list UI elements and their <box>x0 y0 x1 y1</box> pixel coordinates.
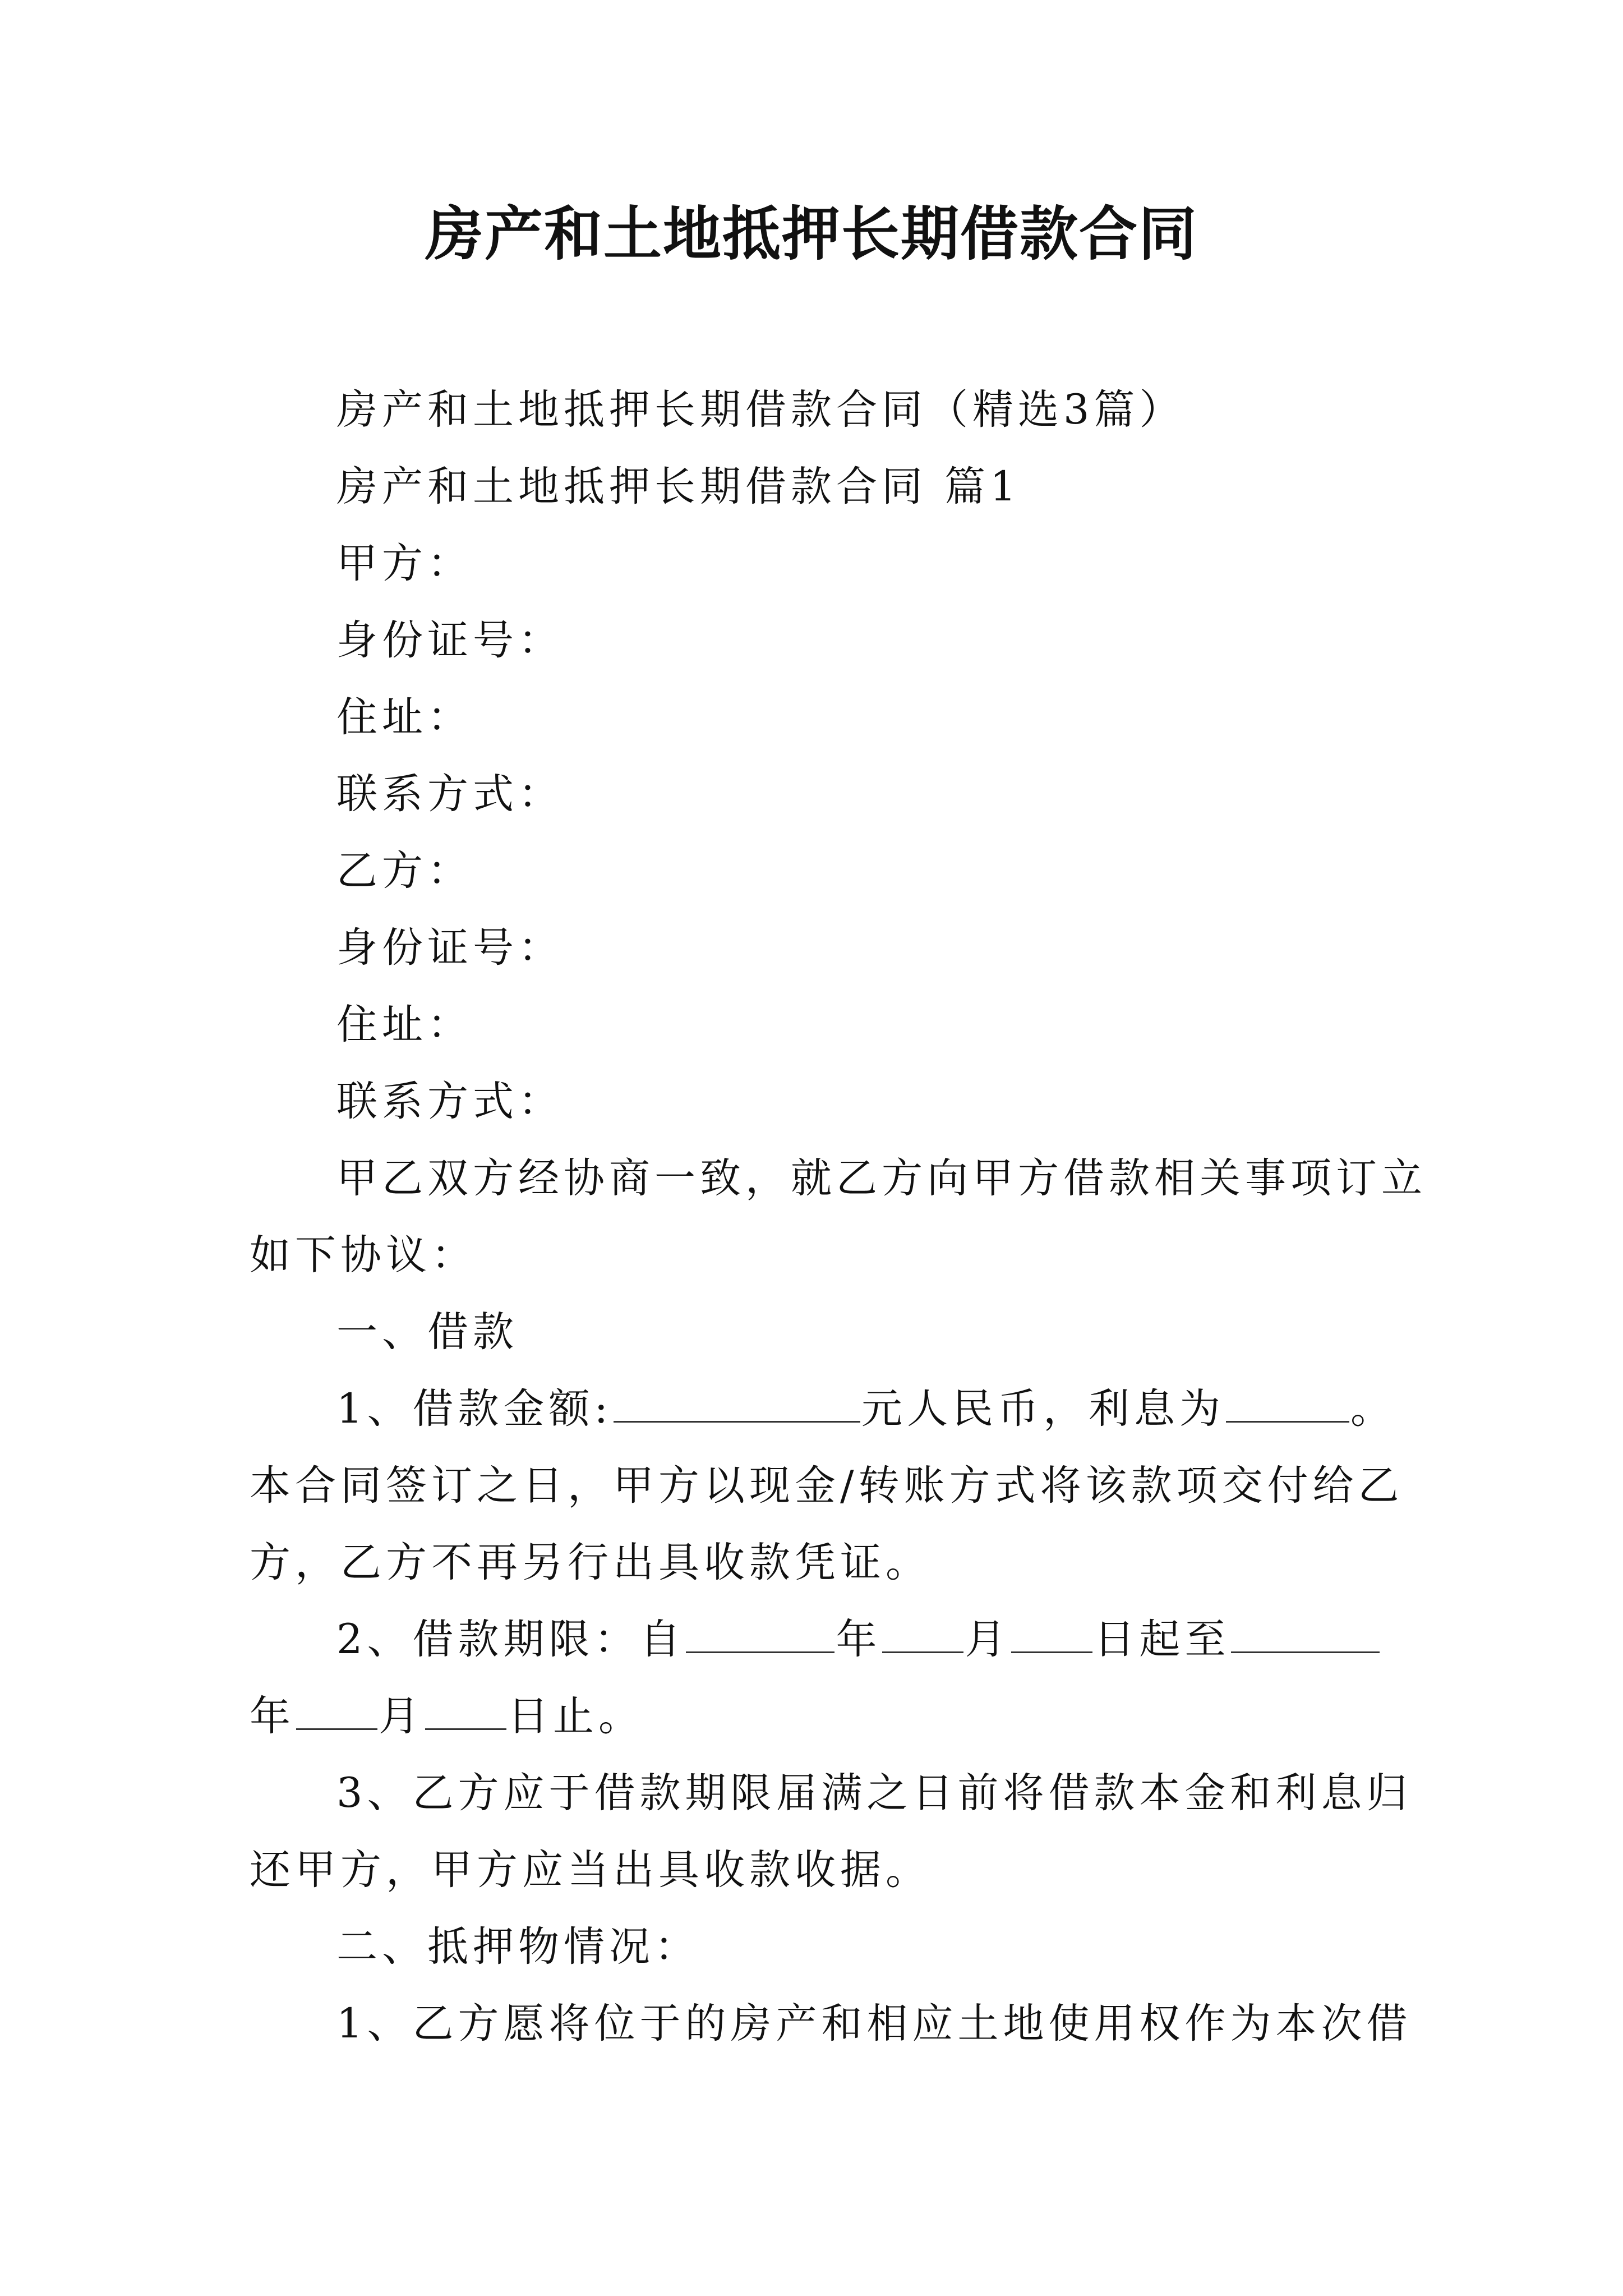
party-b-id-label: 身份证号： <box>336 924 564 972</box>
party-a-label: 甲方： <box>336 540 473 587</box>
start-day-blank <box>1011 1613 1092 1653</box>
paragraph-line: 如下协议： <box>250 1231 477 1279</box>
paragraph-line: 还甲方，甲方应当出具收款收据。 <box>250 1846 931 1894</box>
party-b-contact-label: 联系方式： <box>336 1078 564 1125</box>
start-month-blank <box>882 1613 963 1653</box>
paragraph-line: 3、乙方应于借款期限届满之日前将借款本金和利息归 <box>336 1769 1412 1817</box>
party-b-label: 乙方： <box>336 847 473 895</box>
end-day-blank <box>425 1690 506 1730</box>
month-text: 月 <box>965 1616 1011 1663</box>
paragraph-line: 1、乙方愿将位于的房产和相应土地使用权作为本次借 <box>336 2000 1412 2047</box>
clause-heading: 二、抵押物情况： <box>336 1923 700 1971</box>
amount-blank <box>614 1383 860 1423</box>
loan-term-line-end <box>250 1690 1390 1743</box>
subtitle-line: 房产和土地抵押长期借款合同（精选3篇） <box>336 386 1185 434</box>
end-month-blank <box>296 1690 377 1730</box>
party-b-address-label: 住址： <box>336 1001 473 1048</box>
period-mark: 。 <box>1350 1385 1396 1433</box>
party-a-id-label: 身份证号： <box>336 616 564 664</box>
interest-blank <box>1226 1383 1349 1423</box>
loan-amount-label: 1、借款金额: <box>336 1385 613 1433</box>
paragraph-line: 本合同签订之日，甲方以现金/转账方式将该款项交付给乙 <box>250 1462 1404 1510</box>
currency-text: 元人民币，利息为 <box>861 1385 1225 1433</box>
loan-amount-line <box>336 1382 1396 1436</box>
party-a-contact-label: 联系方式： <box>336 770 564 818</box>
paragraph-line: 甲乙双方经协商一致，就乙方向甲方借款相关事项订立 <box>336 1154 1427 1202</box>
document-title: 房产和土地抵押长期借款合同 <box>425 199 1198 268</box>
year-text: 年 <box>836 1616 882 1663</box>
loan-term-label: 2、借款期限：自 <box>336 1616 685 1663</box>
end-year-blank <box>1231 1613 1380 1653</box>
start-year-blank <box>686 1613 834 1653</box>
loan-term-line <box>336 1613 1390 1667</box>
year-text: 年 <box>250 1692 295 1740</box>
clause-heading: 一、借款 <box>336 1308 518 1356</box>
section-heading: 房产和土地抵押长期借款合同 篇1 <box>336 463 1021 510</box>
day-end-text: 日止。 <box>508 1692 644 1740</box>
month-text: 月 <box>379 1692 424 1740</box>
paragraph-line: 方，乙方不再另行出具收款凭证。 <box>250 1539 931 1586</box>
party-a-address-label: 住址： <box>336 693 473 741</box>
day-to-text: 日起至 <box>1094 1616 1230 1663</box>
